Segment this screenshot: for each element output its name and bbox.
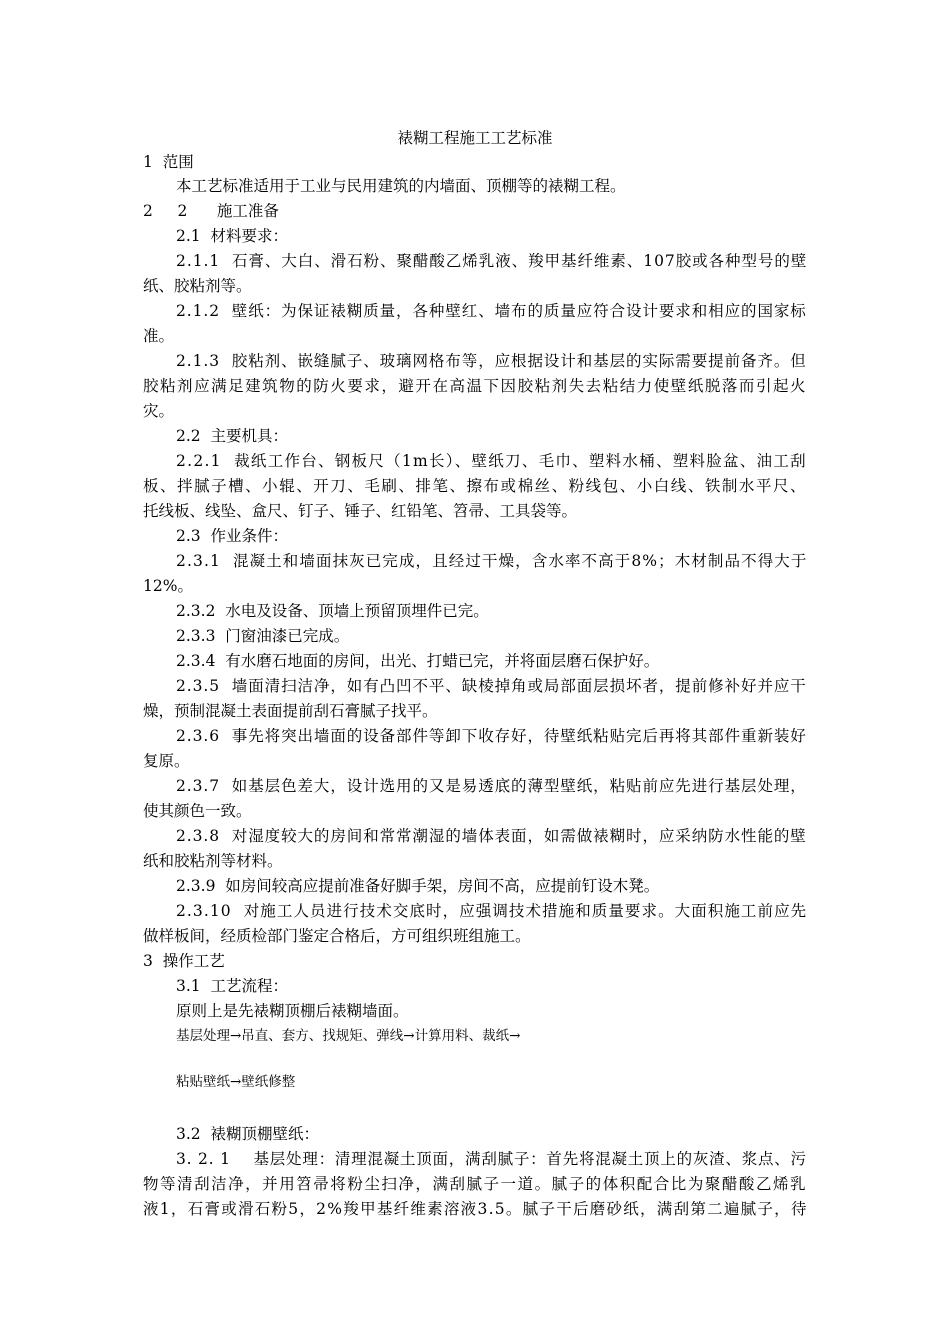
page-title: 裱糊工程施工工艺标准 — [397, 129, 553, 147]
text-line: 2.3.6 事先将突出墙面的设备部件等卸下收存好，待壁纸粘贴完后再将其部件重新装好 — [176, 727, 807, 745]
text-line: 粘贴壁纸→壁纸修整 — [176, 1074, 296, 1090]
text-line: 2.1.1 石膏、大白、滑石粉、聚醋酸乙烯乳液、羧甲基纤维素、107胶或各种型号的壁 — [176, 252, 808, 270]
text-line: 2 2 施工准备 — [143, 202, 279, 220]
text-line: 2.1.2 壁纸：为保证裱糊质量，各种壁红、墙布的质量应符合设计要求和相应的国家标 — [176, 302, 807, 320]
text-line: 基层处理→吊直、套方、找规矩、弹线→计算用料、裁纸→ — [176, 1028, 521, 1044]
text-line: 2.2.1 裁纸工作台、钢板尺（1m长）、壁纸刀、毛巾、塑料水桶、塑料脸盆、油工刮 — [176, 452, 807, 470]
text-line: 3 操作工艺 — [143, 952, 225, 970]
text-line: 2.3.7 如基层色差大，设计选用的又是易透底的薄型壁纸，粘贴前应先进行基层处理， — [176, 777, 807, 795]
text-line: 2.3.10 对施工人员进行技术交底时，应强调技术措施和质量要求。大面积施工前应先 — [176, 902, 808, 920]
text-line: 2.1 材料要求： — [176, 227, 289, 245]
text-line: 2.3.1 混凝土和墙面抹灰已完成，且经过干燥，含水率不高于8%；木材制品不得大于 — [176, 552, 808, 570]
text-line: 准。 — [143, 327, 175, 345]
text-line: 原则上是先裱糊顶棚后裱糊墙面。 — [176, 1002, 409, 1020]
text-line: 板、拌腻子槽、小辊、开刀、毛刷、排笔、擦布或棉丝、粉线包、小白线、铁制水平尺、 — [143, 477, 808, 495]
text-line: 2.3.3 门窗油漆已完成。 — [176, 627, 350, 645]
text-line: 2.3.8 对湿度较大的房间和常常潮湿的墙体表面，如需做裱糊时，应采纳防水性能的壁 — [176, 827, 807, 845]
text-line: 3.1 工艺流程： — [176, 977, 289, 995]
text-line: 纸和胶粘剂等材料。 — [143, 852, 283, 870]
text-line: 纸、胶粘剂等。 — [143, 277, 252, 295]
text-line: 燥，预制混凝土表面提前刮石膏腻子找平。 — [143, 702, 438, 720]
text-line: 2.3.4 有水磨石地面的房间，出光、打蜡已完，并将面层磨石保护好。 — [176, 652, 660, 670]
text-line: 液1，石膏或滑石粉5，2%羧甲基纤维素溶液3.5。腻子干后磨砂纸，满刮第二遍腻子，待 — [143, 1200, 808, 1218]
text-line: 托线板、线坠、盒尺、钉子、锤子、红铅笔、笤帚、工具袋等。 — [143, 502, 578, 520]
text-line: 2.2 主要机具： — [176, 427, 289, 445]
text-line: 2.3.2 水电及设备、顶墙上预留顶埋件已完。 — [176, 602, 489, 620]
text-line: 物等清刮洁净，并用笤帚将粉尘扫净，满刮腻子一道。腻子的体积配合比为聚醋酸乙烯乳 — [143, 1175, 808, 1193]
text-line: 3. 2. 1 基层处理：清理混凝土顶面，满刮腻子：首先将混凝土顶上的灰渣、浆点、污 — [176, 1150, 807, 1168]
text-line: 复原。 — [143, 752, 190, 770]
text-line: 2.3.9 如房间较高应提前准备好脚手架，房间不高，应提前钉设木凳。 — [176, 877, 660, 895]
text-line: 使其颜色一致。 — [143, 802, 252, 820]
text-line: 本工艺标准适用于工业与民用建筑的内墙面、顶棚等的裱糊工程。 — [176, 177, 626, 195]
text-line: 灾。 — [143, 402, 175, 420]
text-line: 3.2 裱糊顶棚壁纸： — [176, 1125, 320, 1143]
text-line: 2.3.5 墙面清扫洁净，如有凸凹不平、缺棱掉角或局部面层损坏者，提前修补好并应干 — [176, 677, 807, 695]
text-line: 1 范围 — [143, 153, 194, 171]
text-line: 做样板间，经质检部门鉴定合格后，方可组织班组施工。 — [143, 927, 531, 945]
text-line: 胶粘剂应满足建筑物的防火要求，避开在高温下因胶粘剂失去粘结力使壁纸脱落而引起火 — [143, 377, 808, 395]
text-line: 2.1.3 胶粘剂、嵌缝腻子、玻璃网格布等，应根据设计和基层的实际需要提前备齐。但 — [176, 352, 807, 370]
text-line: 2.3 作业条件： — [176, 527, 289, 545]
text-line: 12%。 — [143, 577, 193, 595]
